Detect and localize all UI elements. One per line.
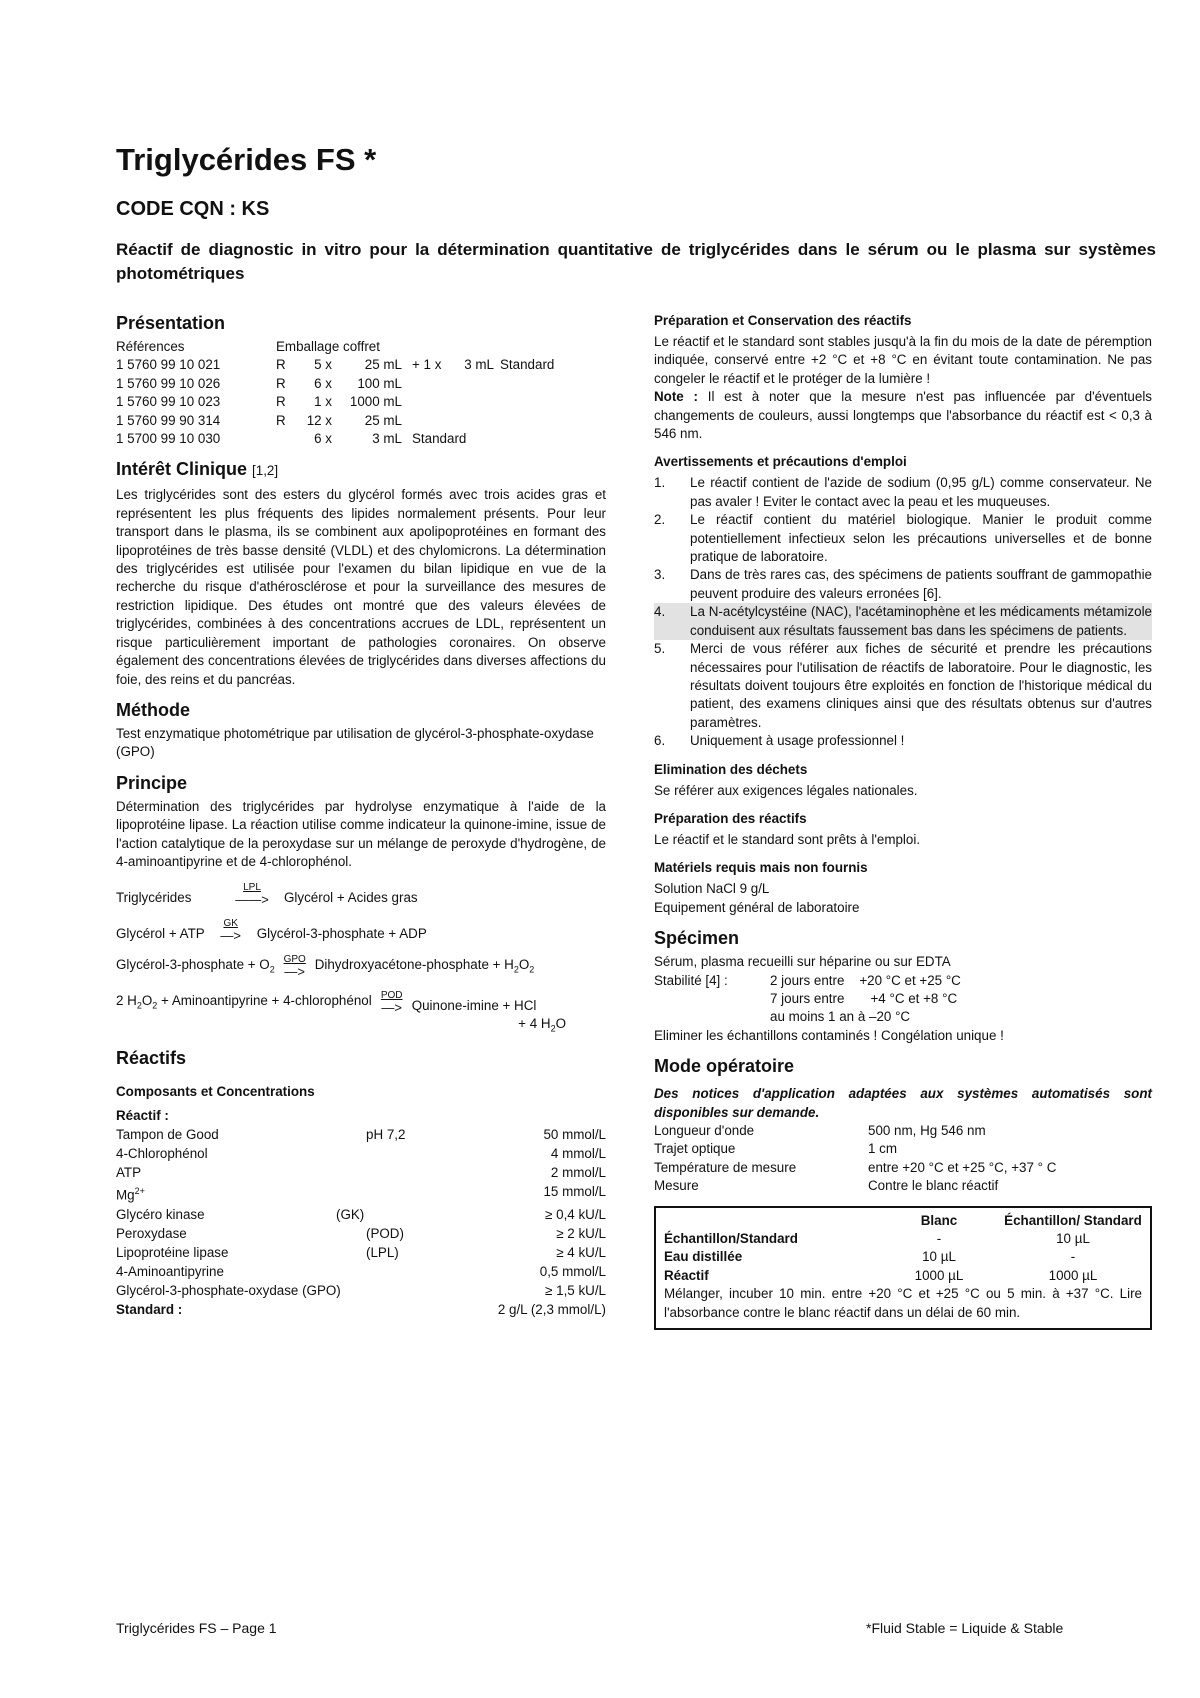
eq4-arrow: [374, 991, 410, 1015]
comp-value: ≥ 2 kU/L: [556, 1225, 606, 1241]
blanc-value: 1000 µL: [914, 1267, 964, 1283]
table-row: [116, 1243, 606, 1262]
extra-label-cell: Standard: [500, 357, 555, 373]
left-column: [116, 312, 606, 1329]
principe-section: [116, 772, 606, 1034]
subscript: 2: [513, 964, 519, 975]
vol-cell: 25 mL: [364, 412, 402, 428]
reactifs-heading: Réactifs: [116, 1048, 187, 1069]
eq3-right: [315, 956, 535, 979]
list-item: [654, 732, 1152, 750]
comp-name: Tampon de Good: [116, 1127, 219, 1143]
eq3-arrow: [277, 955, 313, 979]
list-item: [654, 511, 1152, 566]
comp-mid: (POD): [366, 1225, 404, 1241]
materiels-heading: Matériels requis mais non fournis: [654, 860, 868, 876]
arrow-icon: —>: [220, 928, 241, 944]
elimination-section: [654, 761, 1152, 800]
item-text: La N-acétylcystéine (NAC), l'acétaminophène et les médicaments métamizole conduisent aux résultats faussement bas dans les spécimens de patients.: [690, 604, 1152, 638]
arrow-icon: ——>: [235, 892, 269, 908]
table-row: [654, 1159, 1056, 1177]
table-row: [116, 1300, 606, 1319]
subscript: 2: [269, 964, 275, 975]
list-item: [654, 640, 1152, 732]
table-row: [116, 1182, 606, 1204]
methode-heading: Méthode: [116, 699, 190, 720]
materiels-section: [654, 859, 1152, 917]
comp-name-text: Glycéro kinase: [116, 1206, 205, 1222]
preparation-heading: Préparation des réactifs: [654, 810, 807, 826]
right-column: [654, 312, 1152, 1330]
specimen-line-last: Eliminer les échantillons contaminés ! Congélation unique !: [654, 1027, 1004, 1043]
arrow-icon: —>: [284, 964, 306, 980]
mode-params-table: [654, 1122, 1056, 1196]
item-num: 3.: [654, 567, 666, 583]
product-code: CODE CQN : KS: [116, 198, 270, 220]
table-row: [664, 1230, 1142, 1248]
equation-2: [116, 907, 606, 943]
stability-label: Stabilité [4] :: [654, 972, 728, 988]
eq1-left: Triglycérides: [116, 889, 192, 905]
col-blanc-header: Blanc: [920, 1212, 958, 1228]
comp-name: 4-Chlorophénol: [116, 1146, 208, 1162]
eq3-right-text: Dihydroxyacétone-phosphate + H: [314, 957, 514, 973]
ref-cell: 1 5700 99 10 030: [116, 431, 221, 447]
comp-name: [116, 1224, 476, 1243]
preparation-section: [654, 810, 1152, 849]
comp-value: ≥ 0,4 kU/L: [545, 1206, 606, 1222]
principe-text: Détermination des triglycérides par hydrolyse enzymatique à l'aide de la lipoprotéine lipase. La réaction utilise comme indicateur la quinone-imine, issue de l'action catalytique de la peroxydase sur un mélange de peroxyde d'hydrogène, de 4-aminoantipyrine et de 4-chlorophénol.: [116, 798, 606, 869]
subscript: 2: [529, 964, 535, 975]
param-label: Température de mesure: [654, 1159, 797, 1175]
pipetting-table: [664, 1212, 1142, 1286]
ech-value: 10 µL: [1056, 1231, 1090, 1247]
r-cell: R: [276, 375, 286, 391]
comp-name: Glycérol-3-phosphate-oxydase (GPO): [116, 1282, 341, 1298]
conservation-section: [654, 312, 1152, 443]
comp-value: 2 mmol/L: [550, 1165, 606, 1181]
avertissements-section: [654, 453, 1152, 750]
preparation-text: Le réactif et le standard sont prêts à l'emploi.: [654, 831, 921, 847]
item-text: Uniquement à usage professionnel !: [690, 733, 905, 749]
comp-name-text: Lipoprotéine lipase: [116, 1244, 229, 1260]
comp-value: 0,5 mmol/L: [539, 1263, 606, 1279]
comp-name: ATP: [116, 1165, 142, 1181]
arrow-icon: —>: [381, 1000, 402, 1016]
table-row: [654, 1140, 1056, 1158]
blanc-value: 10 µL: [922, 1249, 956, 1265]
specimen-line-1: Sérum, plasma recueilli sur héparine ou sur EDTA: [654, 954, 951, 970]
specimen-heading: Spécimen: [654, 928, 740, 949]
table-row: [116, 1281, 606, 1300]
presentation-section: [116, 312, 606, 448]
avertissements-heading: Avertissements et précautions d'emploi: [654, 454, 907, 470]
comp-value: 15 mmol/L: [543, 1184, 606, 1200]
table-row: [116, 1163, 606, 1182]
standard-value: 2 g/L (2,3 mmol/L): [497, 1301, 606, 1317]
equation-4-continuation: [116, 1015, 606, 1033]
eq3-oxygen: O: [518, 957, 530, 973]
components-table: [116, 1125, 606, 1318]
note-text: Il est à noter que la mesure n'est pas influencée par d'éventuels changements de couleurs, aussi longtemps que l'absorbance du réactif est < 0,3 à 546 nm.: [654, 389, 1152, 442]
comp-mid: (LPL): [366, 1244, 399, 1260]
ref-cell: 1 5760 99 10 026: [116, 375, 221, 391]
param-value: Contre le blanc réactif: [868, 1178, 999, 1194]
eq3-enzyme: GPO: [283, 954, 306, 966]
list-item: [654, 566, 1152, 603]
methode-section: [116, 699, 606, 762]
elimination-heading: Elimination des déchets: [654, 761, 808, 777]
comp-name: 4-Aminoantipyrine: [116, 1263, 224, 1279]
eq3-left: [116, 956, 275, 979]
subscript: 2: [136, 1000, 142, 1011]
composants-heading: Composants et Concentrations: [116, 1084, 315, 1100]
eq4-left-text: 2 H: [116, 993, 137, 1009]
superscript: 2+: [134, 1186, 145, 1197]
col-ref-header: Références: [116, 339, 185, 354]
document-title: Triglycérides FS *: [116, 142, 377, 177]
interet-heading: [116, 458, 606, 482]
subscript: 2: [152, 1000, 158, 1011]
eq2-left: Glycérol + ATP: [116, 925, 205, 941]
table-row: [116, 356, 554, 374]
table-row: [116, 1205, 606, 1224]
interet-text: Les triglycérides sont des esters du glycérol formés avec trois acides gras et représentent les plus fréquents des lipides normalement présents. Pour leur transport dans le plasma, ils se combinent aux apolipoprotéines en formant des lipoprotéines de très basse densité (VLDL) et des chylomicrons. La détermination des triglycérides est utilisée pour l'examen du bilan lipidique en vue de la recherche du risque d'athérosclérose et pour la surveillance des mesures de restriction lipidique. Des études ont montré que des valeurs élevées de triglycérides, combinées à des concentrations accrues de LDL, représentent un risque particulièrement important de pathologies coronaires. On observe également des concentrations élevées de triglycérides dans diverses affections du foie, des reins et du pancréas.: [116, 487, 606, 687]
eq1-enzyme: LPL: [243, 882, 261, 894]
param-value: 1 cm: [868, 1141, 898, 1157]
col-echantillon-header: Échantillon/ Standard: [1004, 1212, 1142, 1228]
n-cell: 6 x: [314, 431, 332, 447]
col-pack-header: Emballage coffret: [276, 339, 380, 354]
presentation-table: [116, 338, 554, 448]
row-label: Échantillon/Standard: [664, 1231, 798, 1247]
materiels-line-2: Equipement général de laboratoire: [654, 899, 860, 915]
stability-table: [654, 972, 961, 1027]
eq4-mid: O: [141, 993, 153, 1009]
table-row: [116, 1262, 606, 1281]
ref-cell: 1 5760 99 90 314: [116, 412, 221, 428]
eq4-right: Quinone-imine + HCl: [411, 997, 537, 1013]
comp-mid: [366, 1182, 476, 1204]
table-row: [664, 1248, 1142, 1266]
item-num: 2.: [654, 512, 666, 528]
row-label: Réactif: [664, 1267, 709, 1283]
vol-cell: 25 mL: [364, 357, 402, 373]
table-header-row: [664, 1212, 1142, 1230]
warnings-list: [654, 474, 1152, 750]
pipetting-box: [654, 1206, 1152, 1330]
footer-page-label: Triglycérides FS – Page 1: [116, 1620, 277, 1636]
r-cell: R: [276, 412, 286, 428]
stability-value: 2 jours entre +20 °C et +25 °C: [770, 972, 961, 988]
comp-mid: (GK): [336, 1206, 365, 1222]
note-label: Note :: [654, 389, 698, 405]
table-row: [116, 430, 554, 448]
eq1-right: Glycérol + Acides gras: [284, 889, 418, 905]
eq1-arrow: [226, 883, 278, 907]
comp-name-text: Peroxydase: [116, 1225, 187, 1241]
conservation-heading: Préparation et Conservation des réactifs: [654, 313, 912, 328]
methode-text: Test enzymatique photométrique par utilisation de glycérol-3-phosphate-oxydase (GPO): [116, 725, 594, 760]
item-text: Le réactif contient du matériel biologique. Manier le produit comme potentiellement infectieux selon les précautions universelles et de bonne pratique de laboratoire.: [690, 512, 1152, 565]
extra-cell: + 1 x: [412, 357, 442, 373]
specimen-section: [654, 927, 1152, 1045]
param-value: entre +20 °C et +25 °C, +37 ° C: [868, 1159, 1057, 1175]
eq2-right: Glycérol-3-phosphate + ADP: [256, 925, 427, 941]
table-row: [116, 412, 554, 430]
document-subtitle: Réactif de diagnostic in vitro pour la détermination quantitative de triglycérides dans le sérum ou le plasma sur systèmes photométriques: [116, 240, 1156, 283]
comp-value: ≥ 4 kU/L: [556, 1244, 606, 1260]
item-num: 4.: [654, 604, 666, 620]
interet-refs: [1,2]: [252, 463, 279, 479]
stability-value: au moins 1 an à –20 °C: [770, 1009, 911, 1025]
eq4-left: [116, 992, 372, 1015]
n-cell: 6 x: [314, 375, 332, 391]
comp-name: [116, 1182, 366, 1204]
blanc-value: -: [936, 1231, 942, 1247]
comp-mid: pH 7,2: [366, 1127, 406, 1143]
n-cell: 12 x: [306, 412, 332, 428]
n-cell: 5 x: [314, 357, 332, 373]
n-cell: 1 x: [314, 394, 332, 410]
list-item: [654, 474, 1152, 511]
item-num: 5.: [654, 641, 666, 657]
eq4-enzyme: POD: [380, 990, 403, 1002]
table-row: [116, 393, 554, 411]
reactifs-section: [116, 1047, 606, 1318]
item-text: Dans de très rares cas, des spécimens de patients souffrant de gammopathie peuvent produire des valeurs erronées [6].: [690, 567, 1152, 601]
conservation-text: Le réactif et le standard sont stables jusqu'à la fin du mois de la date de péremption indiquée, conservé entre +2 °C et +8 °C en évitant toute contamination. Ne pas congeler le réactif et le protéger de la lumière !: [654, 334, 1152, 386]
table-row: [654, 1122, 1056, 1140]
materiels-line-1: Solution NaCl 9 g/L: [654, 881, 770, 897]
mode-section: [654, 1055, 1152, 1330]
ref-cell: 1 5760 99 10 021: [116, 357, 221, 373]
principe-heading: Principe: [116, 772, 188, 793]
equation-1: [116, 871, 606, 907]
eq4-mid2: + Aminoantipyrine + 4-chlorophénol: [157, 993, 372, 1009]
item-text: Merci de vous référer aux fiches de sécurité et prendre les précautions nécessaires pour l'utilisation de réactifs de laboratoire. Pour le diagnostic, les résultats doivent toujours être exploités en fonction de l'historique médical du patient, des examens cliniques ainsi que des résultats obtenus sur d'autres paramètres.: [690, 641, 1152, 730]
interet-heading-text: Intérêt Clinique: [116, 459, 248, 480]
subscript: 2: [550, 1024, 556, 1035]
param-label: Trajet optique: [654, 1141, 736, 1157]
comp-value: 50 mmol/L: [543, 1127, 606, 1143]
r-cell: [276, 430, 298, 448]
eq2-arrow: [211, 919, 251, 943]
vol-cell: 100 mL: [357, 375, 402, 391]
comp-value: ≥ 1,5 kU/L: [545, 1282, 606, 1298]
equation-4: [116, 979, 606, 1015]
equation-3: [116, 943, 606, 979]
vol-cell: 3 mL: [372, 431, 402, 447]
extra-vol-cell: 3 mL: [464, 357, 494, 373]
extra-cell: Standard: [412, 431, 467, 447]
item-num: 6.: [654, 733, 666, 749]
r-cell: R: [276, 394, 286, 410]
ech-value: -: [1070, 1249, 1076, 1265]
eq4-cont: + 4 H: [518, 1016, 551, 1032]
stability-value: 7 jours entre +4 °C et +8 °C: [770, 990, 958, 1006]
mode-intro: Des notices d'application adaptées aux systèmes automatisés sont disponibles sur demande.: [654, 1086, 1152, 1120]
pipetting-note: Mélanger, incuber 10 min. entre +20 °C et +25 °C ou 5 min. à +37 °C. Lire l'absorbance contre le blanc réactif dans un délai de 60 min.: [664, 1286, 1142, 1320]
item-text: Le réactif contient de l'azide de sodium (0,95 g/L) comme conservateur. Ne pas avaler ! Eviter le contact avec la peau et les muqueuses.: [690, 475, 1152, 509]
vol-cell: 1000 mL: [349, 394, 402, 410]
r-cell: R: [276, 357, 286, 373]
mode-heading: Mode opératoire: [654, 1056, 795, 1077]
comp-name: [116, 1205, 476, 1224]
table-row: [116, 1144, 606, 1163]
comp-name-text: Mg: [116, 1187, 135, 1203]
list-item-highlighted: [654, 603, 1152, 640]
row-label: Eau distillée: [664, 1249, 743, 1265]
table-row: [116, 1125, 606, 1144]
standard-label: Standard :: [116, 1301, 183, 1317]
ech-value: 1000 µL: [1048, 1267, 1098, 1283]
eq3-left-text: Glycérol-3-phosphate + O: [116, 957, 270, 973]
conservation-note: [654, 388, 1152, 443]
comp-name: [116, 1243, 476, 1262]
presentation-heading: Présentation: [116, 313, 226, 333]
comp-mid: [366, 1144, 476, 1163]
table-row: [116, 375, 554, 393]
param-value: 500 nm, Hg 546 nm: [868, 1123, 986, 1138]
table-row: [654, 1177, 1056, 1195]
param-label: Longueur d'onde: [654, 1123, 755, 1138]
comp-mid: [366, 1262, 476, 1281]
table-row: [664, 1267, 1142, 1285]
eq4-cont-o: O: [555, 1016, 566, 1032]
reactif-label: Réactif :: [116, 1108, 169, 1124]
elimination-text: Se référer aux exigences légales nationales.: [654, 782, 918, 798]
footer-note: *Fluid Stable = Liquide & Stable: [866, 1620, 1064, 1636]
interet-section: [116, 458, 606, 688]
table-row: [116, 1224, 606, 1243]
eq2-enzyme: GK: [223, 918, 238, 930]
ref-cell: 1 5760 99 10 023: [116, 394, 221, 410]
comp-value: 4 mmol/L: [550, 1146, 606, 1162]
comp-mid: [366, 1163, 476, 1182]
param-label: Mesure: [654, 1178, 699, 1194]
item-num: 1.: [654, 475, 666, 491]
